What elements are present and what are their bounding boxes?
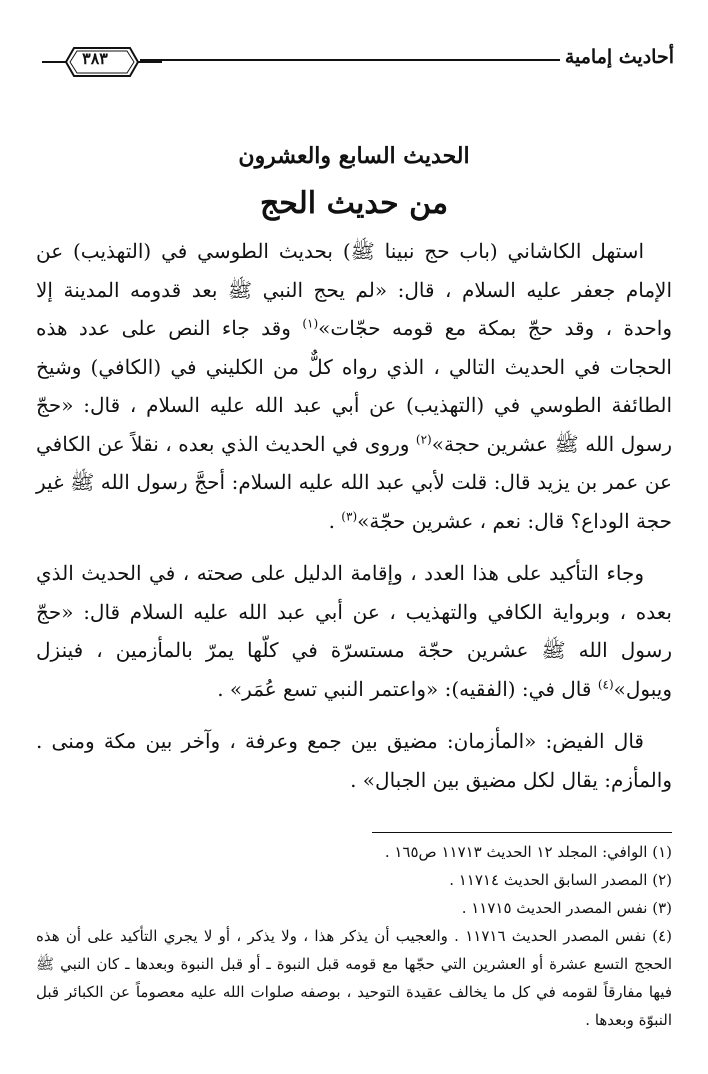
footnote: (٤) نفس المصدر الحديث ١١٧١٦ . والعجيب أن يذكر هذا ، ولا يذكر ، أو لا يجري التأكيد على أن هذه الحجج التسع عشرة أو العشرين التي حجّها مع قومه قبل النبوة ـ أو قبل النبوة وبعدها ـ كان النبي ﷺ فيها مفارقاً لقومه في كل ما يخالف عقيدة التوحيد ، بوصفه صلوات الله عليه معصوماً عن الكبائر قبل النبوّة وبعدها . <box>36 927 672 1029</box>
body-text <box>36 232 672 799</box>
footnote-ref: (٤) <box>597 676 614 691</box>
hadith-subtitle: من حديث الحج <box>259 186 449 221</box>
page-header <box>30 30 678 94</box>
paragraph-text: وروى في الحديث الذي بعده ، نقلاً عن الكافي عن عمر بن يزيد قال: قلت لأبي عبد الله عليه السلام: أحجَّ رسول الله ﷺ غير حجة الوداع؟ قال: نعم ، عشرين حجّة» <box>36 431 672 533</box>
footnote: (٣) نفس المصدر الحديث ١١٧١٥ . <box>461 899 672 917</box>
paragraph-text: قال الفيض: «المأزمان: مضيق بين جمع وعرفة ، وآخر بين مكة ومنى . والمأزم: يقال لكل مضيق بين الجبال» . <box>36 729 672 792</box>
page-number: ٣٨٣ <box>82 49 108 68</box>
paragraph <box>36 722 672 799</box>
paragraph-text: وقد جاء النص على عدد هذه الحجات في الحديث التالي ، الذي رواه كلٌّ من الكليني في (الكافي) وشيخ الطائفة الطوسي في (التهذيب) عن أبي عبد الله عليه السلام ، قال: «حجّ رسول الله ﷺ عشرين حجة» <box>36 316 672 456</box>
footnote-ref: (١) <box>302 316 319 331</box>
running-title: أحاديث إمامية <box>564 46 674 68</box>
paragraph-text: قال في: (الفقيه): «واعتمر النبي تسع عُمَر» . <box>217 676 598 701</box>
paragraph-text: استهل الكاشاني (باب حج نبينا ﷺ) بحديث الطوسي في (التهذيب) عن الإمام جعفر عليه السلام ، قال: «لم يحج النبي ﷺ بعد قدومه المدينة إلا واحدة ، وقد حجّ بمكة مع قومه حجّات» <box>36 239 673 340</box>
footnote-ref: (٢) <box>415 431 432 446</box>
footnote-ref: (٣) <box>341 508 358 523</box>
footnotes <box>36 838 672 1034</box>
footnote: (١) الوافي: المجلد ١٢ الحديث ١١٧١٣ ص١٦٥ . <box>384 843 672 861</box>
footnote-separator <box>372 832 672 833</box>
paragraph <box>36 554 672 708</box>
paragraph-text: وجاء التأكيد على هذا العدد ، وإقامة الدليل على صحته ، في الحديث الذي بعده ، وبرواية الكافي والتهذيب ، عن أبي عبد الله عليه السلام قال: «حجّ رسول الله ﷺ عشرين حجّة مستسرّة في كلّها يمرّ بالمأزمين ، فينزل ويبول» <box>36 561 672 701</box>
footnote: (٢) المصدر السابق الحديث ١١٧١٤ . <box>449 871 672 889</box>
paragraph-text: . <box>328 508 342 533</box>
paragraph <box>36 232 672 540</box>
hadith-title: الحديث السابع والعشرون <box>238 143 470 169</box>
header-rule <box>140 59 560 61</box>
